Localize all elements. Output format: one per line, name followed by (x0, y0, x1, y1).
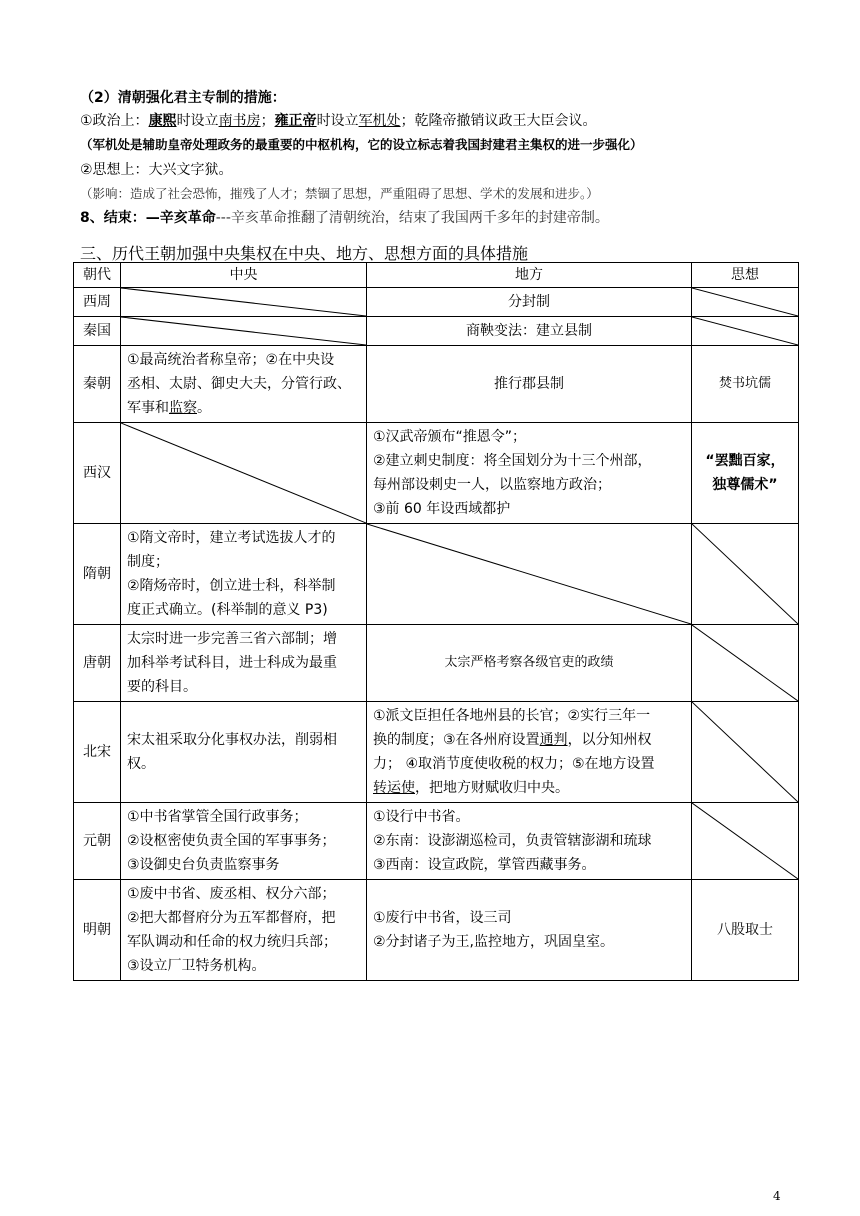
dynasty-cell (74, 524, 121, 625)
table-row (74, 625, 799, 702)
local-cell (367, 423, 692, 524)
empty-cell-diagonal (692, 625, 798, 701)
thought-cell (692, 625, 799, 702)
empty-cell-diagonal (692, 288, 798, 316)
table-body (74, 288, 799, 981)
local-line: 商鞅变法：建立县制 (466, 323, 592, 339)
local-line: ②东南：设澎湖巡检司，负责管辖澎湖和琉球 (373, 833, 652, 849)
central-line: 军队调动和任命的权力统归兵部； (127, 934, 337, 950)
central-line: 军事和监察。 (127, 400, 211, 416)
thought-cell (692, 702, 799, 803)
diagonal-line (692, 625, 798, 701)
header-thought: 思想 (692, 263, 799, 288)
central-line: ③设立厂卫特务机构。 (127, 958, 266, 974)
local-line: ③前 60 年设西域都护 (373, 501, 511, 517)
dynasty-name: 元朝 (83, 833, 111, 849)
header-dynasty: 朝代 (74, 263, 121, 288)
politics-text-4: ；乾隆帝撤销议政王大臣会议。 (400, 113, 597, 129)
dynasty-name: 秦国 (83, 323, 111, 339)
central-cell (121, 317, 367, 346)
central-line: ③设御史台负责监察事务 (127, 857, 280, 873)
central-line: ②隋炀帝时，创立进士科，科举制 (127, 578, 336, 594)
local-cell (367, 524, 692, 625)
end-text: ---辛亥革命推翻了清朝统治，结束了我国两千多年的封建帝制。 (215, 210, 609, 226)
dynasty-name: 隋朝 (83, 566, 111, 582)
thought-line: “罢黜百家， (705, 453, 785, 469)
empty-cell-diagonal (692, 803, 798, 879)
empty-cell-diagonal (121, 317, 366, 345)
central-line: ①中书省掌管全国行政事务； (127, 809, 308, 825)
dynasty-cell (74, 803, 121, 880)
dynasty-cell (74, 423, 121, 524)
diagonal-line (121, 423, 366, 523)
dynasty-name: 西汉 (83, 465, 111, 481)
junjichu-term: 军机处 (358, 113, 401, 129)
local-line: ②建立刺史制度：将全国划分为十三个州部， (373, 453, 652, 469)
empty-cell-diagonal (121, 423, 366, 523)
local-cell (367, 625, 692, 702)
table-header-row (74, 263, 799, 288)
politics-text-3: 时设立 (316, 113, 359, 129)
central-line: ①隋文帝时，建立考试选拔人才的 (127, 530, 336, 546)
central-line: 度正式确立。(科举制的意义 P3) (127, 602, 328, 618)
central-cell (121, 524, 367, 625)
central-cell (121, 288, 367, 317)
diagonal-line (692, 803, 798, 879)
junjichu-note: （军机处是辅助皇帝处理政务的最重要的中枢机构，它的设立标志着我国封建君主集权的进一步强化） (80, 137, 643, 152)
dynasty-name: 明朝 (83, 922, 111, 938)
central-line: 加科举考试科目，进士科成为最重 (127, 655, 337, 671)
dynasty-cell (74, 288, 121, 317)
end-label: 8、结束：—辛亥革命 (80, 210, 216, 226)
central-line: ②把大都督府分为五军都督府，把 (127, 910, 336, 926)
thought-cell (692, 288, 799, 317)
local-cell (367, 288, 692, 317)
empty-cell-diagonal (692, 317, 798, 345)
diagonal-line (121, 288, 366, 316)
thought-cell (692, 346, 799, 423)
local-line: ②分封诸子为王,监控地方，巩固皇室。 (373, 934, 614, 950)
thought-cell (692, 524, 799, 625)
local-cell (367, 702, 692, 803)
diagonal-line (367, 524, 691, 624)
diagonal-line (121, 317, 366, 345)
empty-cell-diagonal (692, 702, 798, 802)
thought-cell (692, 423, 799, 524)
diagonal-line (692, 288, 798, 316)
central-cell (121, 346, 367, 423)
politics-text-1: 时设立 (176, 113, 219, 129)
central-line: ①废中书省、废丞相、权分六部； (127, 886, 336, 902)
diagonal-line (692, 317, 798, 345)
dynasty-cell (74, 702, 121, 803)
dynasty-cell (74, 346, 121, 423)
central-line: 要的科目。 (127, 679, 197, 695)
local-line: 太宗严格考察各级官吏的政绩 (444, 655, 614, 670)
thought-cell (692, 880, 799, 981)
kangxi-term: 康熙 (148, 113, 177, 129)
dynasty-name: 秦朝 (83, 376, 111, 392)
thought-cell (692, 317, 799, 346)
thought-measure: ②思想上：大兴文字狱。 (80, 162, 233, 178)
influence-note: （影响：造成了社会恐怖，摧残了人才；禁锢了思想，严重阻碍了思想、学术的发展和进步。） (80, 186, 599, 201)
page-number: 4 (773, 1189, 781, 1203)
dynasty-name: 唐朝 (83, 655, 111, 671)
thought-line: 焚书坑儒 (718, 376, 771, 391)
central-line: 太宗时进一步完善三省六部制；增 (127, 631, 337, 647)
central-cell (121, 880, 367, 981)
central-line: 权。 (127, 756, 155, 772)
section-title: 三、历代王朝加强中央集权在中央、地方、思想方面的具体措施 (80, 244, 529, 263)
thought-cell (692, 803, 799, 880)
local-cell (367, 880, 692, 981)
central-line: 制度； (127, 554, 169, 570)
table-row (74, 423, 799, 524)
dynasty-measures-table (73, 262, 799, 981)
table-row (74, 803, 799, 880)
central-cell (121, 702, 367, 803)
local-cell (367, 317, 692, 346)
politics-prefix: ①政治上： (80, 113, 149, 129)
empty-cell-diagonal (121, 288, 366, 316)
table-row (74, 288, 799, 317)
local-line: 转运使，把地方财赋收归中央。 (373, 780, 569, 796)
local-line: 分封制 (508, 294, 550, 310)
dynasty-name: 西周 (83, 294, 111, 310)
politics-text-2: ； (260, 113, 275, 129)
central-line: 宋太祖采取分化事权办法，削弱相 (127, 732, 337, 748)
local-cell (367, 346, 692, 423)
table-row (74, 346, 799, 423)
local-line: ①派文臣担任各地州县的长官；②实行三年一 (373, 708, 651, 724)
politics-measure (80, 111, 597, 131)
local-line: ①汉武帝颁布“推恩令”； (373, 429, 527, 445)
local-line: ①废行中书省，设三司 (373, 910, 512, 926)
thought-line: 八股取士 (717, 922, 773, 938)
thought-line: 独尊儒术” (712, 477, 778, 493)
dynasty-cell (74, 880, 121, 981)
central-line: ②设枢密使负责全国的军事事务； (127, 833, 336, 849)
table-row (74, 702, 799, 803)
table-row (74, 880, 799, 981)
header-central: 中央 (121, 263, 367, 288)
nanshufang-term: 南书房 (218, 113, 261, 129)
local-line: 每州部设刺史一人，以监察地方政治； (373, 477, 611, 493)
local-line: 力； ④取消节度使收税的权力；⑤在地方设置 (373, 756, 655, 772)
local-line: 推行郡县制 (494, 376, 564, 392)
dynasty-name: 北宋 (83, 744, 111, 760)
central-cell (121, 803, 367, 880)
dynasty-cell (74, 317, 121, 346)
local-line: 换的制度；③在各州府设置通判，以分知州权 (373, 732, 652, 748)
central-line: ①最高统治者称皇帝；②在中央设 (127, 352, 335, 368)
local-cell (367, 803, 692, 880)
diagonal-line (692, 524, 798, 624)
qing-measures-heading: （2）清朝强化君主专制的措施： (80, 90, 286, 106)
table-row (74, 317, 799, 346)
table-row (74, 524, 799, 625)
end-line (80, 208, 609, 228)
local-line: ①设行中书省。 (373, 809, 470, 825)
central-line: 丞相、太尉、御史大夫，分管行政、 (127, 376, 351, 392)
header-local: 地方 (367, 263, 692, 288)
central-cell (121, 423, 367, 524)
dynasty-cell (74, 625, 121, 702)
empty-cell-diagonal (692, 524, 798, 624)
diagonal-line (692, 702, 798, 802)
yongzheng-term: 雍正帝 (274, 113, 317, 129)
empty-cell-diagonal (367, 524, 691, 624)
local-line: ③西南：设宣政院，掌管西藏事务。 (373, 857, 596, 873)
central-cell (121, 625, 367, 702)
